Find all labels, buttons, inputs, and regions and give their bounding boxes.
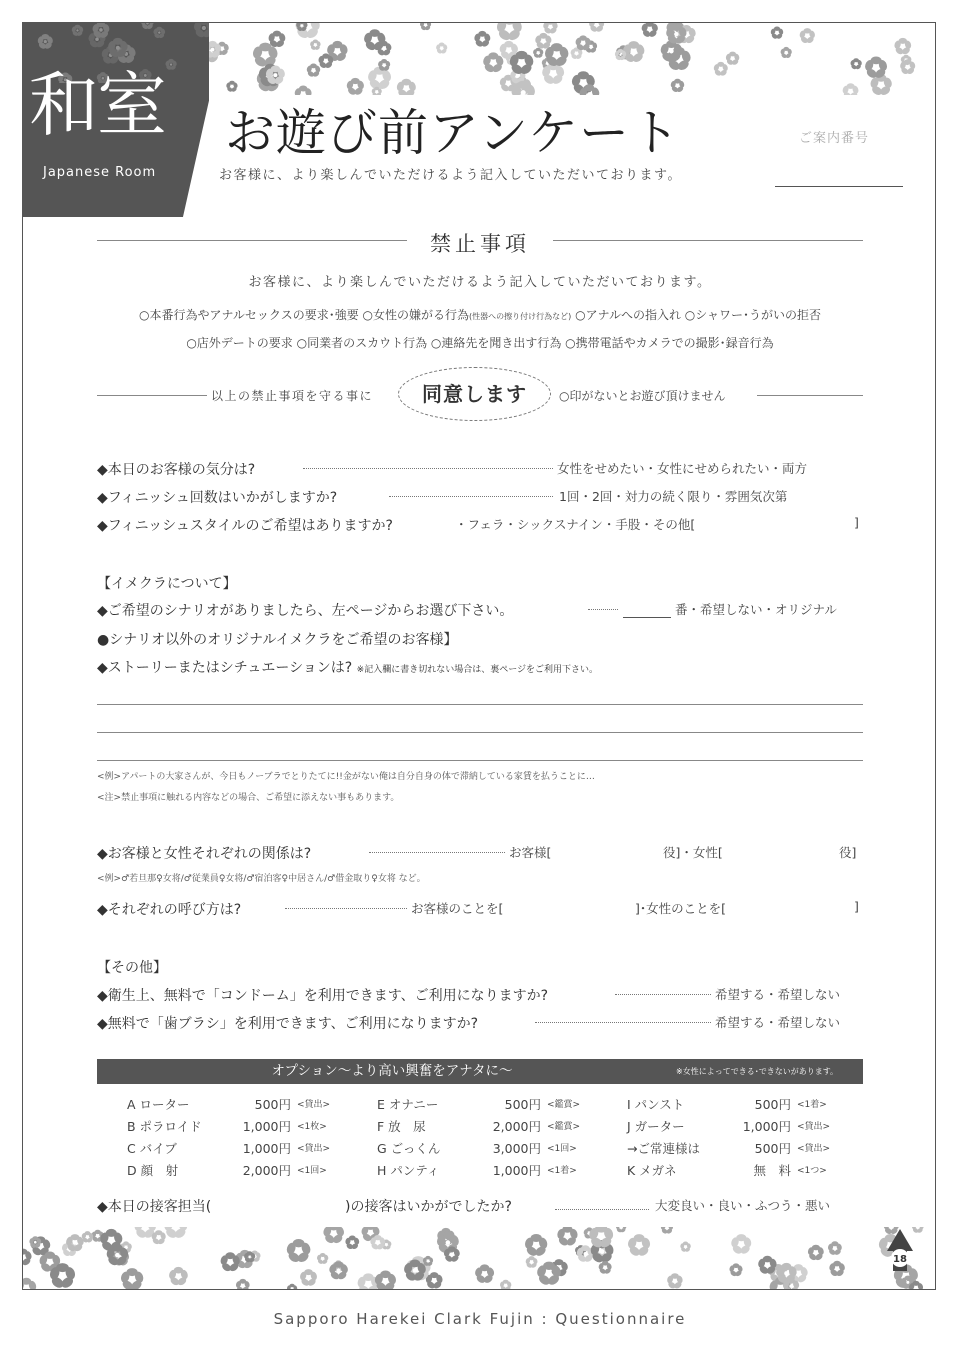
prohibited-item-text: ○本番行為やアナルセックスの要求･強要 ○女性の嫌がる行為 bbox=[138, 308, 470, 322]
story-note: ※記入欄に書き切れない場合は、裏ページをご利用下さい。 bbox=[356, 665, 599, 675]
relation-question: ◆お客様と女性それぞれの関係は? bbox=[97, 846, 312, 862]
option-unit: <1着> bbox=[797, 1100, 827, 1110]
option-item[interactable] bbox=[377, 1161, 617, 1181]
agree-left-text: 以上の禁止事項を守る事に bbox=[211, 389, 374, 403]
option-name: I パンスト bbox=[627, 1097, 685, 1112]
option-unit: <鑑賞> bbox=[547, 1100, 581, 1110]
option-item[interactable] bbox=[377, 1139, 617, 1159]
call-woman-label: ]･女性のことを[ bbox=[635, 901, 727, 916]
toothbrush-answer-options[interactable]: 希望する・希望しない bbox=[715, 1015, 841, 1030]
condom-question: ◆衛生上、無料で「コンドーム」を利用できます、ご利用になりますか? bbox=[97, 988, 549, 1004]
flower-icon bbox=[23, 1278, 37, 1289]
flower-border-top bbox=[173, 23, 936, 95]
scenario-number-field[interactable] bbox=[623, 617, 671, 618]
flower-icon bbox=[627, 1234, 652, 1258]
option-name: G ごっくん bbox=[377, 1141, 441, 1156]
page-subtitle: お客様に、より楽しんでいただけるよう記入していただいております。 bbox=[219, 168, 682, 183]
flower-icon bbox=[474, 1264, 495, 1284]
finish-count-answer-options[interactable]: 1回・2回・対力の続く限り・雰囲気次第 bbox=[559, 489, 788, 504]
flower-icon bbox=[286, 1284, 297, 1289]
option-name: J ガーター bbox=[627, 1119, 685, 1134]
flower-icon bbox=[842, 83, 860, 95]
flower-icon bbox=[141, 23, 155, 30]
leader-dots bbox=[535, 1022, 711, 1023]
flower-icon bbox=[524, 1234, 549, 1258]
option-price: 1,000円 bbox=[242, 1119, 291, 1134]
flower-icon bbox=[193, 23, 209, 39]
options-title: オプション～より高い興奮をアナタに～ bbox=[271, 1063, 513, 1079]
staff-question-prefix: ◆本日の接客担当( bbox=[97, 1199, 212, 1215]
story-caution: <注>禁止事項に触れる内容などの場合、ご希望に添えない事もあります。 bbox=[97, 793, 400, 803]
divider-right bbox=[757, 395, 863, 396]
flower-icon bbox=[153, 27, 166, 39]
flower-icon bbox=[725, 52, 740, 66]
flower-icon bbox=[615, 1227, 627, 1233]
option-name: →ご常連様は bbox=[627, 1141, 700, 1156]
option-name: B ポラロイド bbox=[127, 1119, 202, 1134]
flower-icon bbox=[770, 27, 784, 40]
flower-icon bbox=[71, 25, 84, 37]
flower-icon bbox=[345, 1236, 360, 1251]
flower-icon bbox=[322, 1227, 345, 1245]
flower-icon bbox=[367, 67, 393, 91]
option-item[interactable] bbox=[127, 1117, 367, 1137]
flower-icon bbox=[536, 1262, 562, 1287]
option-price: 無 料 bbox=[753, 1163, 791, 1178]
option-unit: <貸出> bbox=[297, 1144, 331, 1154]
flower-icon bbox=[374, 1271, 398, 1290]
option-unit: <1つ> bbox=[797, 1166, 827, 1176]
finish-style-answer-options[interactable]: ・フェラ・シックスナイン・手股・その他[ bbox=[455, 517, 696, 532]
option-price: 1,000円 bbox=[742, 1119, 791, 1134]
prohibited-item-note: (性器への擦り付け行為など) bbox=[469, 312, 572, 321]
finish-style-bracket-close: ] bbox=[854, 515, 859, 530]
flower-icon bbox=[828, 1261, 845, 1278]
staff-question-suffix: )の接客はいかがでしたか? bbox=[345, 1199, 512, 1215]
flower-icon bbox=[670, 79, 685, 93]
finish-style-question: ◆フィニッシュスタイルのご希望はありますか? bbox=[97, 518, 393, 534]
option-price: 3,000円 bbox=[492, 1141, 541, 1156]
agree-checkbox[interactable]: 同意します bbox=[398, 367, 551, 421]
option-price: 2,000円 bbox=[492, 1119, 541, 1134]
flower-icon bbox=[680, 1242, 692, 1253]
mood-answer-options[interactable]: 女性をせめたい・女性にせめられたい・両方 bbox=[557, 461, 808, 476]
leader-dots bbox=[389, 496, 553, 497]
option-item[interactable] bbox=[377, 1095, 617, 1115]
leader-dots bbox=[588, 609, 618, 610]
option-name: D 顔 射 bbox=[127, 1163, 179, 1178]
flower-icon bbox=[226, 81, 239, 93]
option-unit: <1着> bbox=[547, 1166, 577, 1176]
story-question-text: ◆ストーリーまたはシチュエーションは? bbox=[97, 660, 353, 676]
flower-icon bbox=[499, 1280, 512, 1289]
option-name: K メガネ bbox=[627, 1163, 677, 1178]
flower-icon bbox=[419, 23, 431, 31]
flower-icon bbox=[525, 1256, 538, 1269]
footer-caption: Sapporo Harekei Clark Fujin : Questionnaire bbox=[273, 1310, 687, 1328]
call-question: ◆それぞれの呼び方は? bbox=[97, 902, 242, 918]
flower-icon bbox=[807, 1245, 825, 1262]
flower-icon bbox=[163, 1227, 189, 1240]
option-price: 500円 bbox=[504, 1097, 541, 1112]
age-18-mark-icon bbox=[883, 1227, 917, 1273]
leader-dots bbox=[369, 852, 505, 853]
original-imekura-heading: ●シナリオ以外のオリジナルイメクラをご希望のお客様】 bbox=[97, 632, 458, 648]
flower-border-bottom bbox=[23, 1227, 936, 1289]
option-name: H パンティ bbox=[377, 1163, 440, 1178]
option-item[interactable] bbox=[627, 1117, 867, 1137]
other-heading: 【その他】 bbox=[97, 960, 167, 976]
divider-left bbox=[97, 395, 207, 396]
imekura-heading: 【イメクラについて】 bbox=[97, 576, 237, 592]
flower-icon bbox=[306, 64, 321, 78]
leader-dots bbox=[615, 994, 711, 995]
option-item[interactable] bbox=[627, 1139, 867, 1159]
page-title: お遊び前アンケート bbox=[225, 104, 681, 162]
flower-icon bbox=[850, 58, 863, 70]
flower-icon bbox=[893, 38, 912, 56]
option-price: 500円 bbox=[254, 1097, 291, 1112]
woman-role-label: 役]・女性[ bbox=[663, 845, 723, 860]
flower-icon bbox=[473, 31, 491, 48]
option-price: 2,000円 bbox=[242, 1163, 291, 1178]
option-name: F 放 尿 bbox=[377, 1119, 426, 1134]
story-write-line-1[interactable] bbox=[97, 704, 863, 705]
flower-icon bbox=[495, 23, 523, 42]
flower-icon bbox=[641, 23, 659, 38]
option-name: A ローター bbox=[127, 1097, 190, 1112]
option-price: 1,000円 bbox=[242, 1141, 291, 1156]
flower-icon bbox=[165, 59, 178, 71]
questionnaire-sheet bbox=[22, 22, 936, 1290]
flower-icon bbox=[316, 1253, 329, 1265]
leader-dots bbox=[303, 468, 553, 469]
options-note: ※女性によってできる･できないがあります。 bbox=[676, 1067, 839, 1076]
flower-icon bbox=[729, 1263, 744, 1277]
flower-icon bbox=[435, 43, 448, 55]
flower-icon bbox=[482, 52, 505, 74]
flower-icon bbox=[827, 1241, 843, 1256]
flower-icon bbox=[360, 1227, 380, 1243]
scenario-question: ◆ご希望のシナリオがありましたら、左ページからお選び下さい。 bbox=[97, 603, 514, 619]
flower-icon bbox=[23, 1249, 33, 1267]
flower-icon bbox=[299, 1269, 318, 1287]
option-item[interactable] bbox=[127, 1161, 367, 1181]
flower-icon bbox=[309, 40, 321, 51]
option-unit: <鑑賞> bbox=[547, 1122, 581, 1132]
option-unit: <貸出> bbox=[797, 1122, 831, 1132]
option-item[interactable] bbox=[627, 1161, 867, 1181]
guide-number-label: ご案内番号 bbox=[799, 131, 870, 146]
relation-example: <例>♂若旦那♀女将/♂従業員♀女将/♂宿泊客♀中居さん/♂借金取り♀女将 など。 bbox=[97, 874, 426, 884]
story-write-line-2[interactable] bbox=[97, 732, 863, 733]
story-question bbox=[97, 657, 598, 677]
condom-answer-options[interactable]: 希望する・希望しない bbox=[715, 987, 841, 1002]
option-name: C バイブ bbox=[127, 1141, 177, 1156]
leader-dots bbox=[285, 908, 407, 909]
prohibited-subtitle: お客様に、より楽しんでいただけるよう記入していただいております。 bbox=[248, 275, 712, 290]
prohibited-list-row-2: ○店外デートの要求 ○同業者のスカウト行為 ○連絡先を聞き出す行為 ○携帯電話やカメラでの撮影･録音行為 bbox=[186, 336, 774, 350]
option-unit: <1回> bbox=[297, 1166, 327, 1176]
prohibited-item-text: ○アナルへの指入れ ○シャワー･うがいの拒否 bbox=[571, 308, 822, 322]
flower-icon bbox=[730, 1234, 752, 1255]
flower-icon bbox=[660, 1227, 674, 1235]
option-name: E オナニー bbox=[377, 1097, 439, 1112]
flower-icon bbox=[120, 1268, 145, 1289]
mood-question: ◆本日のお客様の気分は? bbox=[97, 462, 256, 478]
flower-icon bbox=[666, 1273, 683, 1289]
flower-icon bbox=[598, 1261, 613, 1275]
staff-answer-options[interactable]: 大変良い・良い・ふつう・悪い bbox=[655, 1198, 831, 1213]
flower-icon bbox=[532, 48, 543, 59]
flower-icon bbox=[328, 1261, 349, 1281]
leader-dots bbox=[555, 1209, 649, 1210]
option-item[interactable] bbox=[377, 1117, 617, 1137]
finish-count-question: ◆フィニッシュ回数はいかがしますか? bbox=[97, 490, 338, 506]
call-bracket-close: ] bbox=[854, 899, 859, 914]
flower-icon bbox=[556, 1227, 579, 1247]
option-unit: <貸出> bbox=[797, 1144, 831, 1154]
age-18-mark-text: 18 bbox=[893, 1254, 907, 1265]
flower-icon bbox=[37, 34, 54, 50]
flower-icon bbox=[799, 28, 816, 44]
scenario-answer-options[interactable]: 番・希望しない・オリジナル bbox=[675, 602, 837, 617]
toothbrush-question: ◆無料で「歯ブラシ」を利用できます、ご利用になりますか? bbox=[97, 1016, 479, 1032]
agree-right-text: ○印がないとお遊び頂けません bbox=[559, 389, 726, 403]
badge-kanji: 和室 bbox=[29, 64, 165, 146]
option-unit: <1回> bbox=[547, 1144, 577, 1154]
flower-icon bbox=[713, 62, 729, 77]
guide-number-field[interactable] bbox=[775, 186, 903, 187]
story-write-line-3[interactable] bbox=[97, 760, 863, 761]
flower-icon bbox=[235, 1279, 250, 1289]
story-example: <例>アパートの大家さんが、今日もノーブラでとりたてに!!金がない俺は自分自身の体で滞納している家賃を払うことに… bbox=[97, 772, 595, 782]
flower-icon bbox=[542, 23, 558, 35]
option-item[interactable] bbox=[127, 1139, 367, 1159]
option-unit: <1枚> bbox=[297, 1122, 327, 1132]
prohibited-title: 禁止事項 bbox=[430, 232, 530, 256]
prohibited-list-row-1 bbox=[23, 306, 936, 323]
option-item[interactable] bbox=[127, 1095, 367, 1115]
option-unit: <貸出> bbox=[297, 1100, 331, 1110]
flower-icon bbox=[780, 47, 793, 59]
badge-subtitle: Japanese Room bbox=[43, 165, 157, 180]
option-price: 500円 bbox=[754, 1141, 791, 1156]
woman-role-close: 役] bbox=[839, 845, 857, 860]
customer-role-label: お客様[ bbox=[509, 845, 552, 860]
option-price: 1,000円 bbox=[492, 1163, 541, 1178]
flower-icon bbox=[588, 23, 605, 33]
flower-icon bbox=[168, 1267, 189, 1287]
option-price: 500円 bbox=[754, 1097, 791, 1112]
flower-icon bbox=[285, 1239, 311, 1264]
call-customer-label: お客様のことを[ bbox=[411, 901, 504, 916]
option-item[interactable] bbox=[627, 1095, 867, 1115]
